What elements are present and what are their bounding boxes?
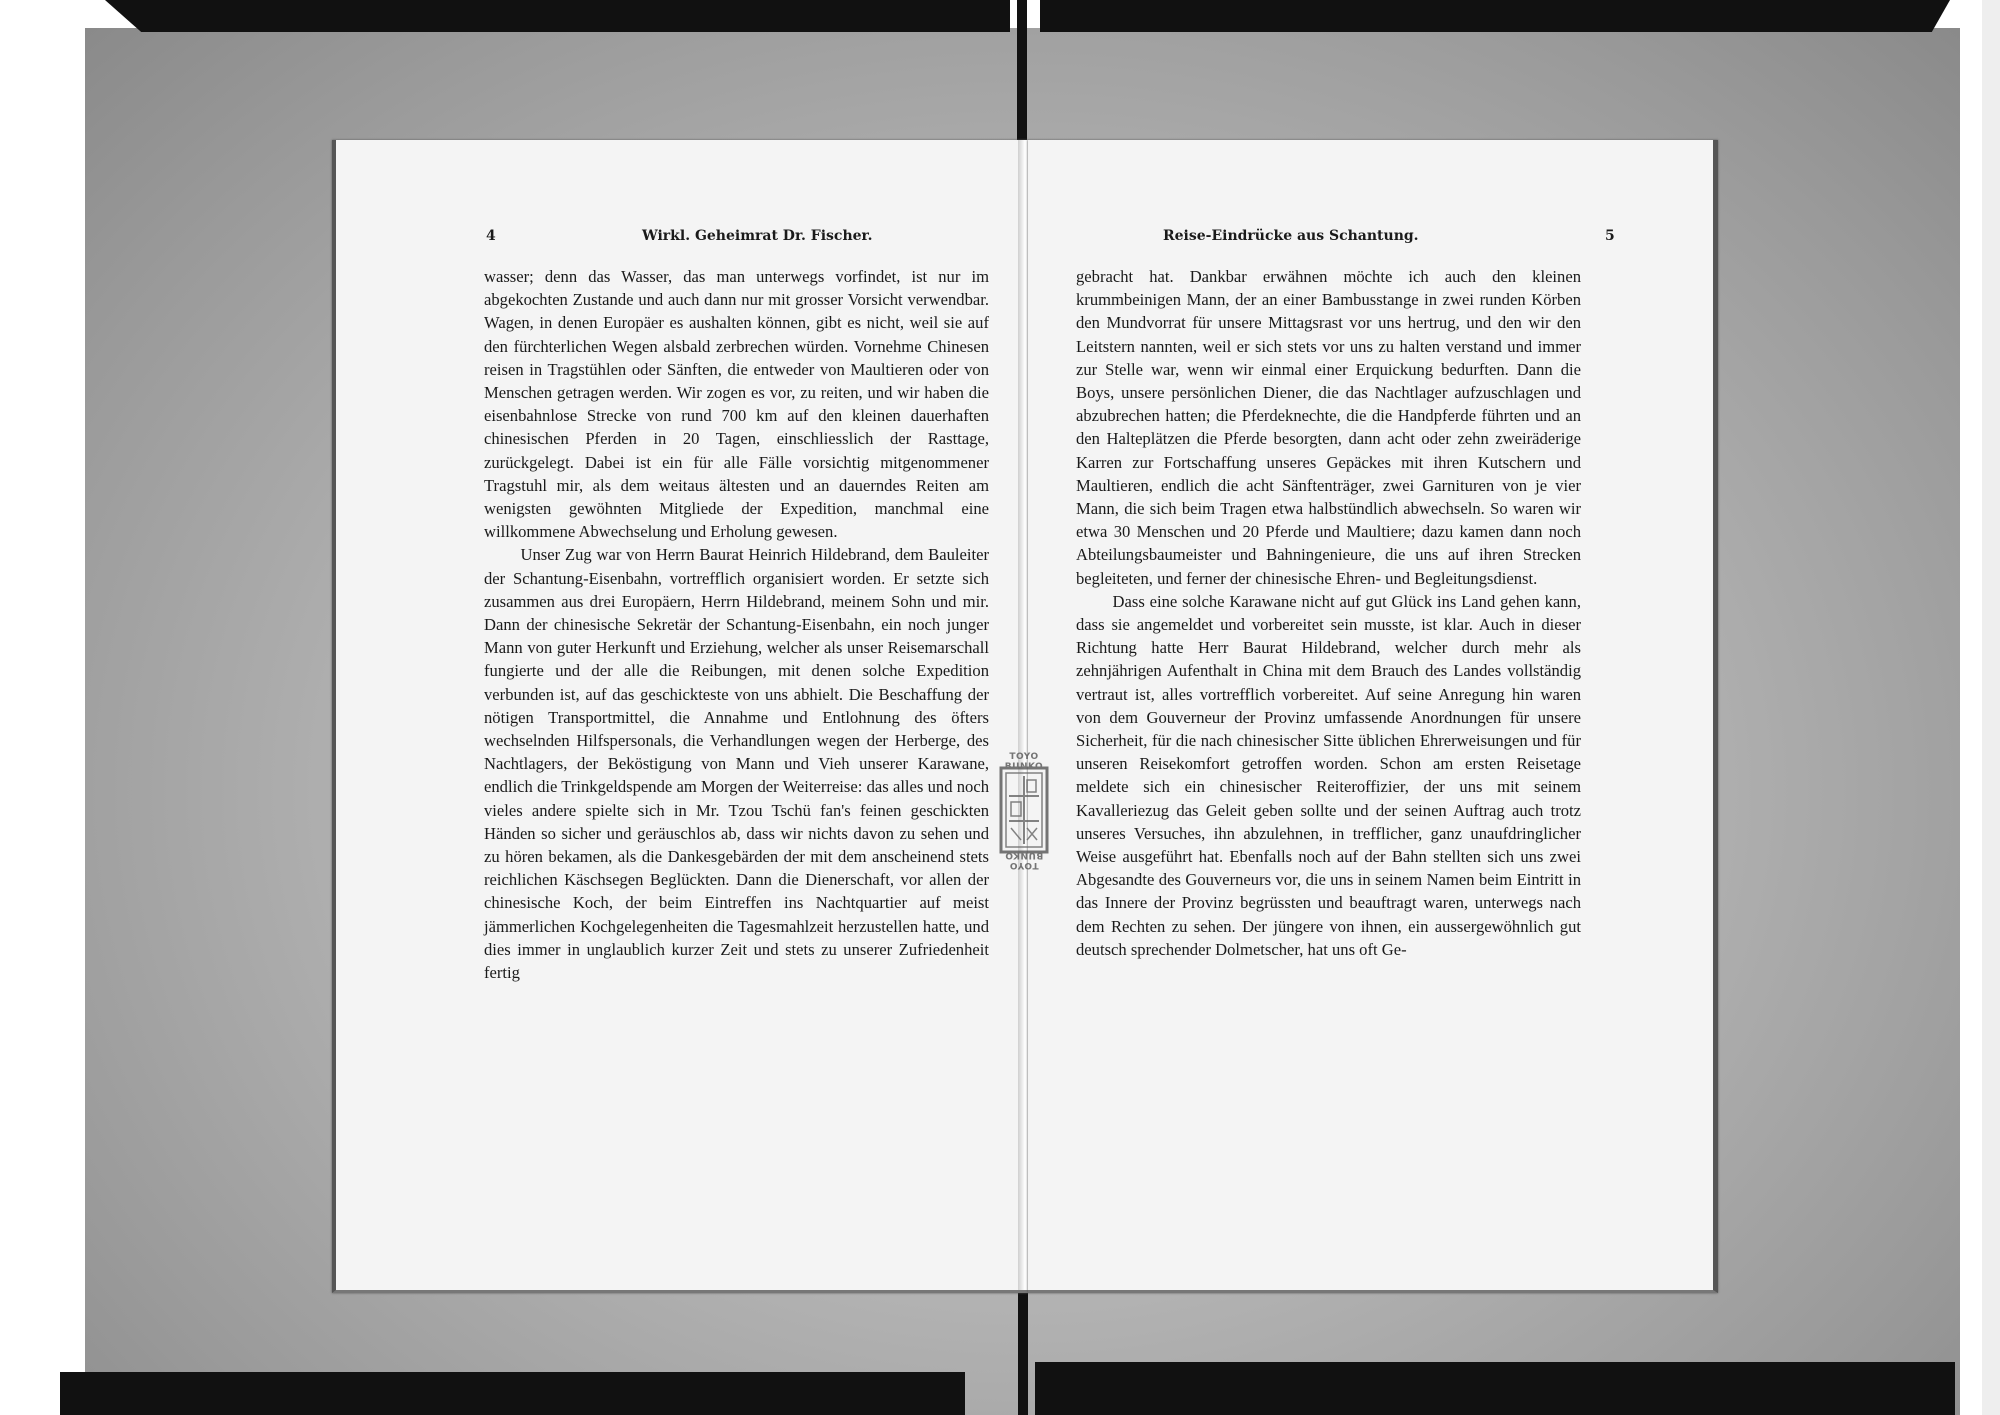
library-seal-icon [999, 766, 1049, 854]
left-page [332, 140, 1028, 1293]
running-head-left: Wirkl. Geheimrat Dr. Fischer. [642, 228, 873, 244]
top-shadow-left [105, 0, 1010, 32]
page-number-left: 4 [486, 228, 496, 244]
bottom-shadow-right [1035, 1362, 1955, 1415]
paragraph: Dass eine solche Karawane nicht auf gut Glück ins Land gehen kann, dass sie angemeldet und vorbereitet sein musste, ist klar. Auch in dieser Richtung hatte Herr Baurat Hildebrand, welcher durch mehr als zehnjährigen Aufenthalt in China mit dem Brauch des Landes vollständig vertraut ist, alles vortrefflich vorbereitet. Auf seine Anregung hin waren von dem Gouverneur der Provinz umfassende Anordnungen für unsere Sicherheit, für die nach chinesischer Sitte üblichen Ehrerweisungen und für unseren Reisekomfort getroffen worden. Schon am ersten Reisetage meldete sich ein chinesischer Reiteroffizier, der uns mit seinem Kavalleriezug das Geleit geben sollte und der seinen Auftrag auch trotz unseres Versuches, ihn abzulehnen, in trefflicher, ganz unaufdringlicher Weise ausgeführt hat. Ebenfalls noch auf der Bahn stellten sich uns zwei Abgesandte des Gouverneurs vor, die uns in seinem Namen beim Eintritt in das Innere der Provinz begrüssten und beauftragt waren, unterwegs nach dem Rechten zu sehen. Der jüngere von ihnen, ein aussergewöhnlich gut deutsch sprechender Dolmetscher, hat uns oft Ge- [1076, 591, 1581, 959]
open-book [318, 140, 1726, 1290]
center-fold-top [1017, 0, 1027, 160]
paragraph: wasser; denn das Wasser, das man unterwegs vorfindet, ist nur im abgekochten Zustande und auch dann nur mit grosser Vorsicht verwendbar. Wagen, in denen Europäer es aushalten können, gibt es nicht, weil sie auf den fürchterlichen Wegen alsbald zerbrechen würden. Vornehme Chinesen reisen in Tragstühlen oder Sänften, die entweder von Maultieren oder von Menschen getragen werden. Wir zogen es vor, zu reiten, und wir haben die eisenbahnlose Strecke von rund 700 km auf den kleinen dauerhaften chinesischen Pferden in 20 Tagen, einschliesslich der Rasttage, zurückgelegt. Dabei ist ein für alle Fälle vorsichtig mitgenommener Tragstuhl mir, als dem weitaus ältesten und an dauerndes Reiten am wenigsten gewöhnten Mitgliede der Expedition, manchmal eine willkommene Abwechselung und Erholung gewesen. [484, 267, 989, 542]
right-margin-strip [1982, 0, 2000, 1415]
right-page [1028, 140, 1718, 1293]
bottom-shadow-left [60, 1372, 965, 1415]
running-head-right: Reise-Eindrücke aus Schantung. [1163, 228, 1419, 244]
paragraph: Unser Zug war von Herrn Baurat Heinrich Hildebrand, dem Bauleiter der Schantung-Eisenbahn, vortrefflich organisiert worden. Er setzte sich zusammen aus drei Europäern, Herrn Hildebrand, meinem Sohn und mir. Dann der chinesische Sekretär der Schantung-Eisenbahn, ein noch junger Mann von guter Herkunft und Erziehung, welcher als unser Reisemarschall fungierte und der alle die Reibungen, mit denen solche Expedition verbunden ist, auf das geschickteste von uns abhielt. Die Beschaffung der nötigen Transportmittel, die Annahme und Entlohnung des öfters wechselnden Hilfspersonals, die Verhandlungen wegen der Herberge, des Nachtlagers, der Beköstigung von Mann und Vieh unserer Karawane, endlich die Trinkgeldspende am Morgen der Weiterreise: das alles und noch vieles andere spielte sich in Mr. Tzou Tschü fan's feinen geschickten Händen so sicher und geräuschlos ab, dass wir nichts davon zu sehen und zu hören bekamen, als die Dankesgebärden der mit dem anscheinend stets reichlichen Käschsegen Beglückten. Dann die Dienerschaft, vor allen der chinesische Koch, der beim Eintreffen ins Nachtquartier auf meist jämmerlichen Kochgelegenheiten die Tagesmahlzeit herzustellen hatte, und dies immer in unglaublich kurzer Zeit und stets zu unserer Zufriedenheit fertig [484, 545, 989, 983]
stamp-top-label: TOYO BUNKO [1004, 752, 1044, 772]
stamp-bottom-label: TOYO BUNKO [1004, 850, 1044, 870]
paragraph: gebracht hat. Dankbar erwähnen möchte ich auch den kleinen krummbeinigen Mann, der an einer Bambusstange in zwei runden Körben den Mundvorrat für unsere Mittagsrast vor uns hertrug, und den wir den Leitstern nannten, weil er sich stets vor uns zu halten verstand und immer zur Stelle war, wenn wir einmal einer Erquickung bedurften. Dann die Boys, unsere persönlichen Diener, die das Nachtlager aufzuschlagen und abzubrechen hatten; die Pferdeknechte, die die Handpferde führten und an den Halteplätzen die Pferde besorgten, dann acht oder zehn zweiräderige Karren zur Fortschaffung unseres Gepäckes mit ihren Kutschern und Maultieren, endlich die acht Sänftenträger, zwei Garnituren von je vier Mann, die sich beim Tragen etwa halbstündlich abwechseln. So waren wir etwa 30 Menschen und 20 Pferde und Maultiere; dazu kamen dann noch Abteilungsbaumeister und Bahningenieure, die uns auf ihren Strecken begleiteten, und ferner der chinesische Ehren- und Begleitungsdienst. [1076, 267, 1581, 588]
right-page-text [1076, 265, 1581, 961]
page-number-right: 5 [1605, 228, 1615, 244]
center-fold-bottom [1018, 1290, 1028, 1415]
top-shadow-right [1040, 0, 1950, 32]
left-page-text [484, 265, 989, 984]
library-stamp [995, 752, 1053, 870]
